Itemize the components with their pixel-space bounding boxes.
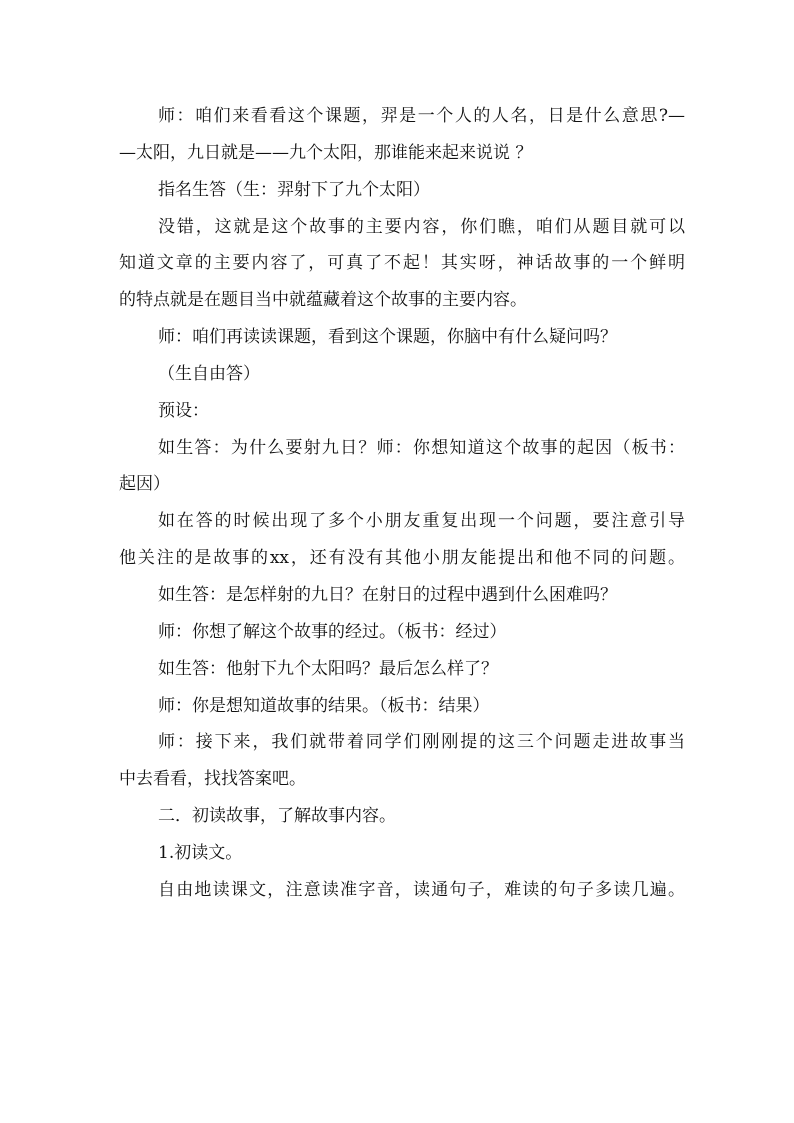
paragraph-line: 如生答：为什么要射九日？师：你想知道这个故事的起因（板书： [158,437,685,458]
paragraph-line: 如生答：他射下九个太阳吗？最后怎么样了？ [158,658,498,679]
paragraph-line: 预设： [158,400,209,421]
section-heading: 二．初读故事，了解故事内容。 [158,806,396,827]
paragraph-line: —太阳，九日就是——九个太阳，那谁能来起来说说 ？ [119,142,533,163]
paragraph-line: 指名生答（生：羿射下了九个太阳） [158,179,430,200]
paragraph-line: 自由地读课文，注意读准字音，读通句子，难读的句子多读几遍。 [158,879,685,900]
paragraph-line: 师：接下来，我们就带着同学们刚刚提的这三个问题走进故事当 [158,732,685,753]
paragraph-line: 没错，这就是这个故事的主要内容，你们瞧，咱们从题目就可以 [158,216,685,237]
paragraph-line: 知道文章的主要内容了，可真了不起！其实呀，神话故事的一个鲜明 [119,253,685,274]
subsection-heading: 1.初读文。 [158,842,243,863]
paragraph-line: 师：你是想知道故事的结果。（板书：结果） [158,695,490,716]
paragraph-line: 中去看看，找找答案吧。 [119,769,306,790]
paragraph-line: 起因） [119,474,170,495]
paragraph-line: 的特点就是在题目当中就蕴藏着这个故事的主要内容。 [119,290,527,311]
paragraph-line: 他关注的是故事的xx，还有没有其他小朋友能提出和他不同的问题。 [119,548,685,569]
paragraph-line: 如生答：是怎样射的九日？在射日的过程中遇到什么困难吗？ [158,584,617,605]
paragraph-line: （生自由答） [158,363,260,384]
paragraph-line: 师：你想了解这个故事的经过。（板书：经过） [158,621,507,642]
paragraph-line: 师：咱们再读读课题，看到这个课题，你脑中有什么疑问吗？ [158,327,617,348]
paragraph-line: 师：咱们来看看这个课题，羿是一个人的人名，日是什么意思?— [158,106,685,126]
paragraph-line: 如在答的时候出现了多个小朋友重复出现一个问题，要注意引导 [158,511,685,532]
document-body [119,98,685,909]
